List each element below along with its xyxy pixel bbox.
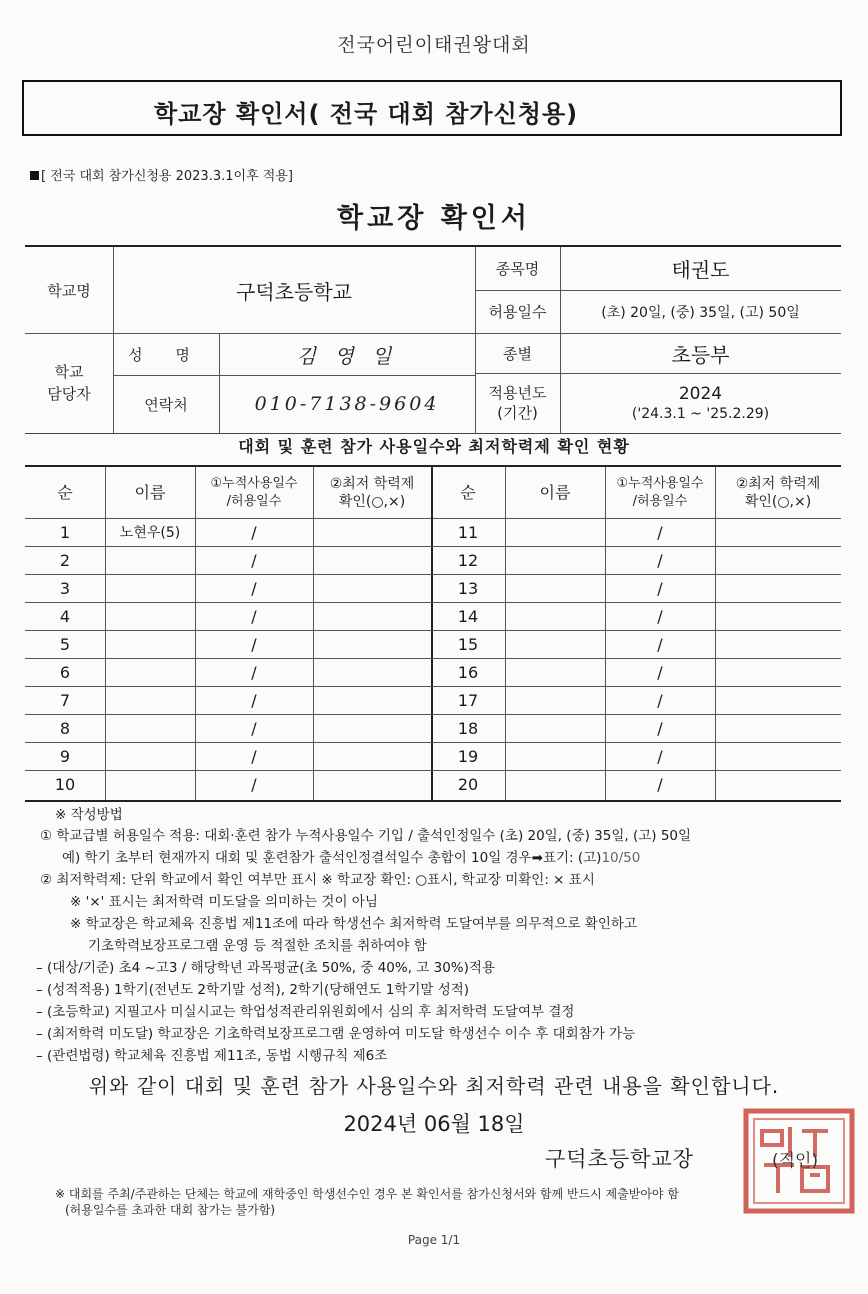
- row-number: 8: [59, 718, 71, 738]
- note-1b: [62, 846, 640, 866]
- info-table: [25, 245, 841, 434]
- row-days: /: [657, 550, 663, 570]
- row-days: /: [251, 522, 257, 542]
- row-number: 20: [457, 774, 479, 794]
- row-number: 11: [457, 522, 479, 542]
- top-caption: 전국어린이태권왕대회: [337, 34, 531, 56]
- row-confirm: [715, 518, 841, 546]
- page-number: Page 1/1: [407, 1233, 461, 1247]
- row-days: /: [657, 774, 663, 794]
- row-days: /: [251, 578, 257, 598]
- row-name: [505, 546, 605, 574]
- row-confirm: [313, 546, 431, 574]
- note-4b: 기초학력보장프로그램 운영 등 적절한 조치를 취하여야 함: [88, 938, 427, 954]
- allowed-days-value: (초) 20일, (중) 35일, (고) 50일: [601, 304, 800, 321]
- name-label: 성 명: [128, 345, 204, 364]
- row-days: /: [657, 578, 663, 598]
- row-confirm: [313, 714, 431, 742]
- col-header-no-right: 순: [460, 482, 476, 502]
- row-days: /: [251, 634, 257, 654]
- row-name: [505, 518, 605, 546]
- row-confirm: [715, 574, 841, 602]
- row-name: [505, 602, 605, 630]
- year-value: 2024: [678, 384, 723, 404]
- row-confirm: [313, 658, 431, 686]
- footer-note: [55, 1186, 679, 1218]
- apply-note: [30, 165, 293, 184]
- row-name: [105, 602, 195, 630]
- period-value: ('24.3.1 ~ '25.2.29): [631, 406, 770, 422]
- row-name: [105, 770, 195, 798]
- row-name: [505, 658, 605, 686]
- row-confirm: [715, 658, 841, 686]
- row-name: [105, 658, 195, 686]
- col-header-name: 이름: [134, 482, 166, 502]
- col-header-confirm-right: ②최저 학력제 확인(○,×): [735, 475, 821, 510]
- row-name: [105, 574, 195, 602]
- form-title: 학교장 확인서: [337, 203, 531, 234]
- note-1a: ① 학교급별 허용일수 적용: 대회·훈련 참가 누적사용일수 기입 / 출석인정일수 (초) 20일, (중) 35일, (고) 50일: [40, 828, 692, 844]
- detail-3: – (초등학교) 지필고사 미실시교는 학업성적관리위원회에서 심의 후 최저학력 도달여부 결정: [36, 1004, 575, 1020]
- row-confirm: [715, 546, 841, 574]
- division-value: 초등부: [671, 342, 730, 367]
- footer-line-2: (허용일수를 초과한 대회 참가는 불가함): [65, 1203, 276, 1217]
- row-confirm: [715, 742, 841, 770]
- row-name: [505, 574, 605, 602]
- col-header-days-right: ①누적사용일수 /허용일수: [616, 475, 704, 509]
- row-number: 16: [457, 662, 479, 682]
- row-confirm: [715, 602, 841, 630]
- row-name: [105, 686, 195, 714]
- row-confirm: [715, 630, 841, 658]
- row-number: 17: [457, 690, 479, 710]
- detail-1: – (대상/기준) 초4 ~고3 / 해당학년 과목평균(초 50%, 중 40%, 고 30%)적용: [36, 960, 495, 976]
- row-confirm: [313, 686, 431, 714]
- row-confirm: [313, 574, 431, 602]
- col-header-name-right: 이름: [539, 482, 571, 502]
- row-number: 15: [457, 634, 479, 654]
- row-days: /: [251, 606, 257, 626]
- row-number: 13: [457, 578, 479, 598]
- row-name: [505, 686, 605, 714]
- col-header-days: ①누적사용일수 /허용일수: [210, 475, 298, 509]
- note-2: ② 최저학력제: 단위 학교에서 확인 여부만 표시 ※ 학교장 확인: ○표시, 학교장 미확인: × 표시: [40, 872, 595, 888]
- footer-line-1: ※ 대회를 주최/주관하는 단체는 학교에 재학중인 학생선수인 경우 본 확인서를 참가신청서와 함께 반드시 제출받아야 함: [55, 1187, 679, 1201]
- row-days: /: [657, 690, 663, 710]
- seal-label: (직인): [772, 1151, 819, 1171]
- box-title: 학교장 확인서( 전국 대회 참가신청용): [154, 100, 579, 128]
- issue-date: 2024년 06월 18일: [343, 1112, 525, 1136]
- row-name: [105, 630, 195, 658]
- confirmation-statement: 위와 같이 대회 및 훈련 참가 사용일수와 최저학력 관련 내용을 확인합니다.: [88, 1074, 780, 1098]
- row-days: /: [251, 662, 257, 682]
- row-name: 노현우(5): [119, 525, 181, 541]
- row-days: /: [657, 606, 663, 626]
- row-number: 9: [59, 746, 71, 766]
- row-confirm: [715, 714, 841, 742]
- row-name: [505, 714, 605, 742]
- row-number: 12: [457, 550, 479, 570]
- row-days: /: [251, 746, 257, 766]
- row-number: 3: [59, 578, 71, 598]
- row-days: /: [657, 746, 663, 766]
- row-number: 6: [59, 662, 71, 682]
- row-name: [505, 770, 605, 798]
- col-header-no: 순: [57, 482, 73, 502]
- row-number: 7: [59, 690, 71, 710]
- note-1b-text: 예) 학기 초부터 현재까지 대회 및 훈련참가 출석인정결석일수 총합이 10일 경우➡표기: (고): [62, 850, 602, 866]
- note-4a: ※ 학교장은 학교체육 진흥법 제11조에 따라 학생선수 최저학력 도달여부를 의무적으로 확인하고: [70, 916, 637, 932]
- row-confirm: [715, 686, 841, 714]
- row-number: 10: [54, 774, 76, 794]
- row-name: [505, 742, 605, 770]
- principal-name: 구덕초등학교장: [545, 1147, 695, 1171]
- row-days: /: [251, 718, 257, 738]
- row-number: 19: [457, 746, 479, 766]
- title-box: [22, 80, 842, 136]
- detail-5: – (관련법령) 학교체육 진흥법 제11조, 동법 시행규칙 제6조: [36, 1048, 388, 1064]
- manager-label: 학교 담당자: [47, 363, 91, 403]
- notes-heading: ※ 작성방법: [55, 807, 123, 823]
- year-label: 적용년도 (기간): [488, 384, 547, 422]
- event-label: 종목명: [495, 260, 540, 278]
- roster-table: [25, 465, 841, 802]
- row-days: /: [251, 550, 257, 570]
- division-label: 종별: [503, 344, 532, 363]
- row-days: /: [657, 522, 663, 542]
- row-confirm: [715, 770, 841, 798]
- row-number: 14: [457, 606, 479, 626]
- square-bullet-icon: [30, 171, 39, 180]
- apply-note-text: [ 전국 대회 참가신청용 2023.3.1이후 적용]: [41, 169, 293, 184]
- year-cell: [560, 373, 841, 433]
- row-name: [505, 630, 605, 658]
- row-number: 4: [59, 606, 71, 626]
- row-number: 5: [59, 634, 71, 654]
- row-name: [105, 546, 195, 574]
- row-confirm: [313, 770, 431, 798]
- section-title: 대회 및 훈련 참가 사용일수와 최저학력제 확인 현황: [238, 437, 630, 456]
- row-confirm: [313, 518, 431, 546]
- detail-2: – (성적적용) 1학기(전년도 2학기말 성적), 2학기(당해연도 1학기말 성적): [36, 982, 470, 998]
- row-days: /: [251, 774, 257, 794]
- row-days: /: [657, 662, 663, 682]
- col-header-confirm: ②최저 학력제 확인(○,×): [329, 475, 415, 510]
- row-number: 1: [59, 522, 71, 542]
- event-value: 태권도: [671, 258, 730, 282]
- row-days: /: [657, 718, 663, 738]
- row-confirm: [313, 630, 431, 658]
- school-value: 구덕초등학교: [236, 279, 352, 304]
- contact-value: 010-7138-9604: [254, 393, 440, 415]
- row-name: [105, 714, 195, 742]
- note-3: ※ '×' 표시는 최저학력 미도달을 의미하는 것이 아님: [70, 894, 378, 910]
- row-days: /: [657, 634, 663, 654]
- row-name: [105, 742, 195, 770]
- row-confirm: [313, 602, 431, 630]
- row-days: /: [251, 690, 257, 710]
- allowed-days-label: 허용일수: [488, 303, 547, 321]
- row-number: 2: [59, 550, 71, 570]
- name-value: 김 영 일: [296, 343, 398, 368]
- school-label: 학교명: [47, 281, 91, 300]
- contact-label: 연락처: [144, 395, 188, 414]
- detail-4: – (최저학력 미도달) 학교장은 기초학력보장프로그램 운영하여 미도달 학생선수 이수 후 대회참가 가능: [36, 1026, 636, 1042]
- row-confirm: [313, 742, 431, 770]
- note-1b-example: 10/50: [601, 850, 641, 866]
- row-number: 18: [457, 718, 479, 738]
